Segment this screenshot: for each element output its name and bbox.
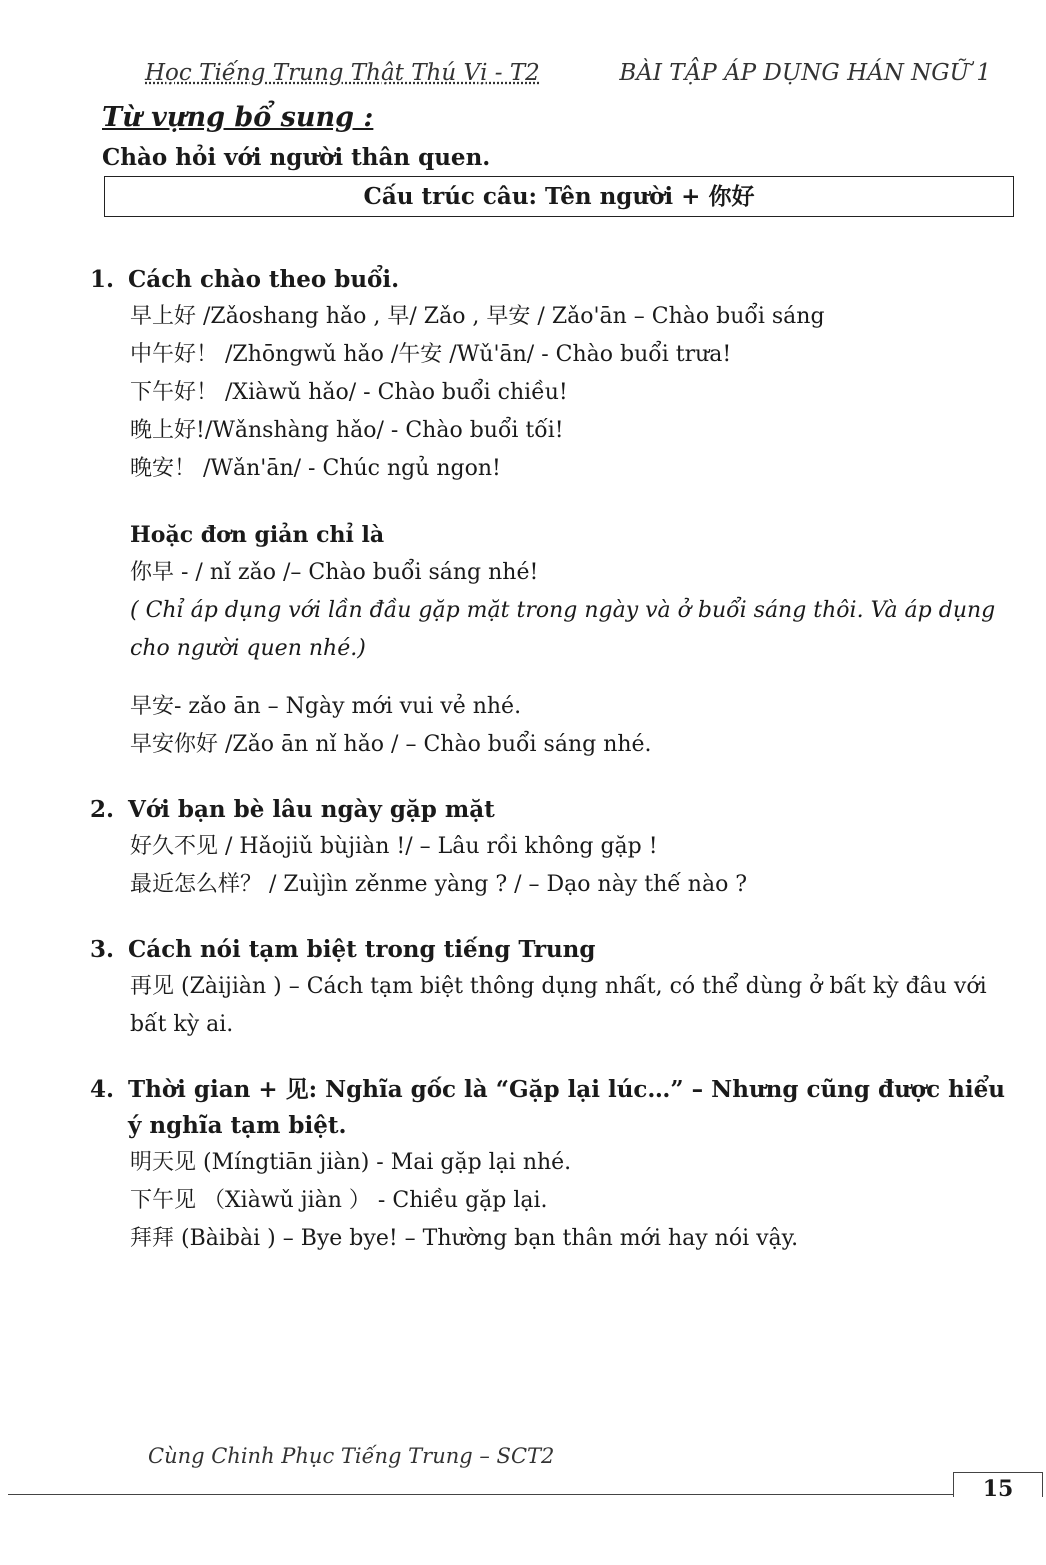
section-heading: [90, 932, 1010, 968]
text-line: 好久不见 / Hǎojiǔ bùjiàn !/ – Lâu rồi không gặp !: [130, 834, 658, 859]
text-line: 再见 (Zàijiàn ) – Cách tạm biệt thông dụng nhất, có thể dùng ở bất kỳ đâu với bất kỳ ai.: [130, 974, 987, 1037]
footer-rule: [8, 1494, 953, 1495]
text-line: 早安- zǎo ān – Ngày mới vui vẻ nhé.: [130, 694, 522, 719]
section-number: 2.: [90, 796, 115, 823]
section-lines: [90, 1144, 1010, 1258]
section-number: 1.: [90, 266, 115, 293]
section-lines: [90, 298, 1010, 764]
section-title-text: Thời gian + 见: Nghĩa gốc là “Gặp lại lúc…” – Nhưng cũng được hiểu ý nghĩa tạm biệt.: [128, 1076, 1005, 1139]
section-title-text: Cách nói tạm biệt trong tiếng Trung: [128, 936, 596, 963]
text-line: 拜拜 (Bàibài ) – Bye bye! – Thường bạn thân mới hay nói vậy.: [130, 1226, 799, 1251]
page-number: 15: [953, 1472, 1043, 1497]
text-line: 你早 - / nǐ zǎo /– Chào buổi sáng nhé!: [130, 560, 539, 585]
section-title-text: Cách chào theo buổi.: [128, 266, 400, 293]
section-title-text: Với bạn bè lâu ngày gặp mặt: [128, 796, 495, 823]
section-1: [90, 262, 1010, 764]
section-4: [90, 1072, 1010, 1258]
text-line: 早安你好 /Zǎo ān nǐ hǎo / – Chào buổi sáng nhé.: [130, 732, 652, 757]
sentence-structure-box: Cấu trúc câu: Tên người + 你好: [104, 176, 1014, 217]
text-line: 晚安！ /Wǎn'ān/ - Chúc ngủ ngon!: [130, 456, 501, 481]
text-line: 下午见 （Xiàwǔ jiàn ） - Chiều gặp lại.: [130, 1188, 548, 1213]
running-header-right: BÀI TẬP ÁP DỤNG HÁN NGỮ 1: [619, 60, 991, 86]
sub-heading: Hoặc đơn giản chỉ là: [130, 522, 385, 548]
text-line: 明天见 (Míngtiān jiàn) - Mai gặp lại nhé.: [130, 1150, 572, 1175]
running-header-left: Học Tiếng Trung Thật Thú Vị - T2: [145, 60, 540, 86]
section-heading: [90, 1072, 1010, 1144]
text-line: 最近怎么样？ / Zuìjìn zěnme yàng ? / – Dạo này thế nào ?: [130, 872, 748, 897]
text-line: 早上好 /Zǎoshang hǎo , 早/ Zǎo , 早安 / Zǎo'ān – Chào buổi sáng: [130, 304, 825, 329]
note: ( Chỉ áp dụng với lần đầu gặp mặt trong ngày và ở buổi sáng thôi. Và áp dụng cho người quen nhé.): [130, 598, 996, 661]
section-lines: [90, 828, 1010, 904]
running-footer: Cùng Chinh Phục Tiếng Trung – SCT2: [148, 1444, 555, 1468]
text-line: 下午好！ /Xiàwǔ hǎo/ - Chào buổi chiều!: [130, 380, 568, 405]
section-number: 4.: [90, 1076, 115, 1103]
section-3: [90, 932, 1010, 1044]
section-lines: [90, 968, 1010, 1044]
section-heading: [90, 262, 1010, 298]
section-heading: [90, 792, 1010, 828]
section-title: Từ vựng bổ sung :: [102, 102, 374, 133]
content: [90, 262, 1010, 1258]
text-line: 晚上好!/Wǎnshàng hǎo/ - Chào buổi tối!: [130, 418, 564, 443]
text-line: 中午好！ /Zhōngwǔ hǎo /午安 /Wǔ'ān/ - Chào buổi trưa!: [130, 342, 732, 367]
intro-heading: Chào hỏi với người thân quen.: [102, 144, 491, 171]
section-2: [90, 792, 1010, 904]
section-number: 3.: [90, 936, 115, 963]
